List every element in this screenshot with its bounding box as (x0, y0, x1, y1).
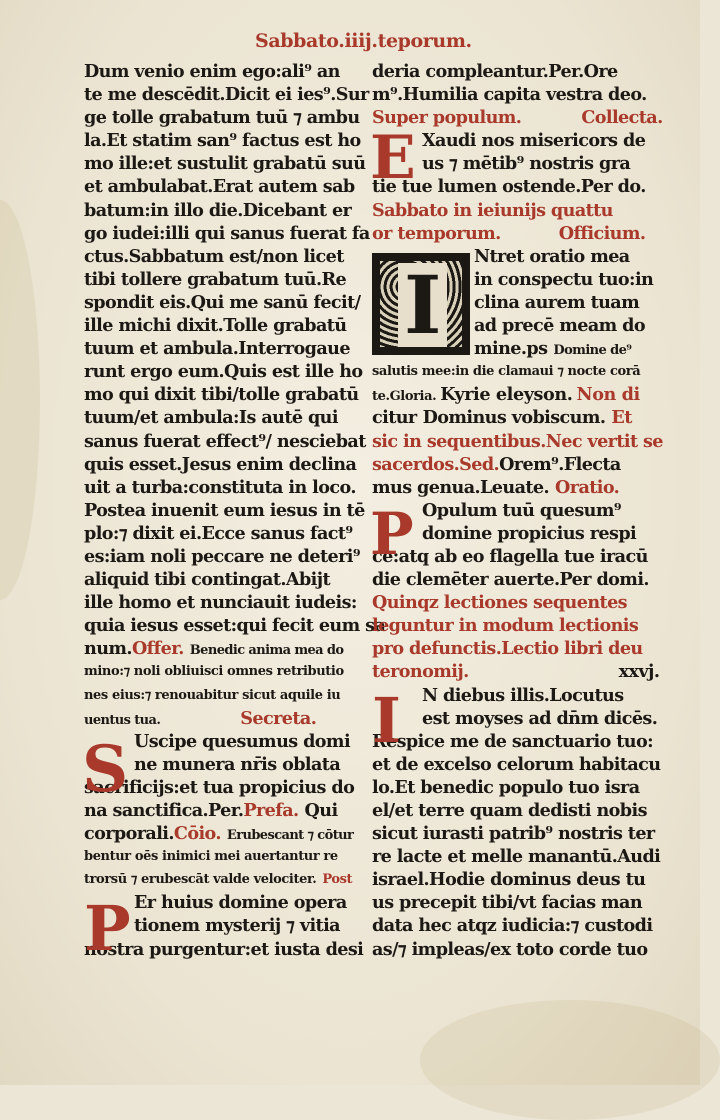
body-text: te.Gloria. (372, 389, 437, 405)
text-line (372, 199, 640, 222)
body-text: mino:⁊ noli obliuisci omnes retributio (84, 664, 344, 680)
text-line (372, 914, 653, 937)
text-line (84, 476, 356, 499)
rubric-text: Secreta. (240, 707, 317, 729)
body-text: us precepit tibi/vt facias man (372, 892, 643, 914)
body-text: ctus.Sabbatum est/non licet (84, 245, 344, 267)
body-text: Benedic anima mea do (189, 643, 344, 659)
lection-number: xxvj. (618, 661, 660, 683)
body-text: Dum venio enim ego:ali⁹ an (84, 61, 340, 82)
body-text: bentur oēs inimici mei auertantur re (84, 849, 338, 865)
text-line (84, 430, 366, 453)
body-text: Opulum tuū quesum⁹ (422, 499, 621, 521)
body-text: et de excelso celorum habitacu (372, 753, 661, 775)
body-text: mine.ps (474, 338, 548, 360)
text-line (372, 83, 647, 106)
body-text: mo qui dixit tibi/tolle grabatū (84, 384, 359, 406)
rubric-text: Super populum. (372, 107, 522, 129)
body-text: tuum et ambula.Interrogaue (84, 338, 350, 360)
body-text: deria compleantur.Per.Ore (372, 61, 618, 82)
text-line (372, 776, 640, 799)
rubric-text: Collecta. (581, 107, 663, 129)
text-line (84, 684, 350, 707)
text-line (84, 199, 350, 222)
text-line (372, 684, 640, 707)
body-text: na sanctifica.Per. (84, 800, 244, 821)
text-line (84, 614, 386, 637)
body-text: quis esset.Jesus enim declina (84, 453, 357, 475)
text-line (372, 60, 640, 83)
rubric-text: Oratio. (555, 476, 620, 498)
body-text: est moyses ad dn̄m dicēs. (422, 707, 658, 729)
left-column (84, 60, 386, 965)
body-text: ille michi dixit.Tolle grabatū (84, 315, 347, 337)
body-text: sacrificijs:et tua propicius do (84, 776, 355, 798)
rubric-text: Post (322, 872, 353, 888)
body-text: data hec atqz iudicia:⁊ custodi (372, 915, 653, 937)
text-line (372, 730, 653, 753)
text-line (84, 591, 357, 614)
body-text: lo.Et benedic populo tuo isra (372, 776, 640, 798)
text-line (84, 499, 365, 522)
text-line (372, 453, 640, 476)
body-text: N diebus illis.Locutus (422, 684, 624, 706)
initial-letter: I (398, 263, 447, 347)
body-text: quia iesus esset:qui fecit eum sa (84, 615, 386, 637)
body-text: Postea inuenit eum iesus in tē (84, 499, 365, 521)
rubric-text: sic in sequentibus.Nec vertit se (372, 430, 663, 452)
text-line (372, 360, 640, 383)
text-line (84, 245, 350, 268)
body-text: go iudei:illi qui sanus fuerat fa (84, 222, 370, 244)
text-line (372, 591, 640, 614)
paper-stain (420, 1000, 720, 1120)
body-text: te me descēdit.Dicit ei ies⁹.Sur (84, 84, 369, 106)
text-line (372, 383, 640, 406)
text-line (84, 360, 363, 383)
body-text: la.Et statim san⁹ factus est ho (84, 130, 361, 152)
body-text: el/et terre quam dedisti nobis (372, 800, 647, 821)
body-text: re lacte et melle manantū.Audi (372, 846, 661, 868)
body-text: in conspectu tuo:in (474, 268, 654, 290)
body-text: ge tolle grabatum tuū ⁊ ambu (84, 107, 360, 129)
decorated-initial (372, 253, 470, 355)
text-line (372, 753, 661, 776)
body-text: mus genua.Leuate. (372, 476, 550, 498)
body-text: sanus fuerat effect⁹/ nesciebat (84, 430, 366, 452)
text-line (372, 799, 647, 822)
text-line (84, 545, 360, 568)
body-text: tionem mysterij ⁊ vitia (134, 915, 340, 937)
body-text: Ntret oratio mea (474, 245, 630, 267)
text-line (84, 83, 369, 106)
drop-cap-s: S (82, 732, 129, 807)
body-text: clina aurem tuam (474, 291, 640, 313)
text-line (84, 845, 350, 868)
text-line (84, 660, 350, 683)
text-line (84, 406, 350, 429)
rubric-text: or temporum. (372, 222, 501, 244)
rubric-text: Officium. (558, 222, 646, 244)
drop-cap-p2: P (84, 892, 131, 965)
text-line (84, 129, 361, 152)
body-text: Xaudi nos misericors de (422, 130, 646, 152)
body-text: domine propicius respi (422, 522, 637, 544)
body-text: Erubescant ⁊ cōtur (226, 828, 354, 844)
body-text: spondit eis.Qui me sanū fecit/ (84, 291, 361, 313)
rubric-text: Prefa. (243, 800, 299, 821)
body-text: as/⁊ impleas/ex toto corde tuo (372, 938, 648, 960)
body-text: ad precē meam do (474, 315, 646, 337)
text-line (84, 637, 350, 660)
text-line (372, 707, 658, 730)
body-text: num. (84, 638, 132, 660)
drop-cap-e: E (370, 123, 416, 193)
body-text: salutis mee:in die clamaui ⁊ nocte corā (372, 364, 641, 380)
body-text: sicut iurasti patrib⁹ nostris ter (372, 823, 655, 845)
text-line (372, 476, 640, 499)
body-text: runt ergo eum.Quis est ille ho (84, 361, 363, 383)
rubric-text: leguntur in modum lectionis (372, 615, 639, 637)
body-text: ne munera nr̄is oblata (134, 753, 341, 775)
rubric-text: Sabbato in ieiunijs quattu (372, 199, 613, 221)
body-text: tuum/et ambula:Is autē qui (84, 407, 338, 429)
text-line (84, 60, 350, 83)
text-line (84, 268, 350, 291)
body-text: citur (372, 407, 417, 429)
rubric-text: sacerdos.Sed. (372, 453, 500, 475)
text-line (84, 222, 370, 245)
text-line (372, 845, 661, 868)
body-text: israel.Hodie dominus deus tu (372, 869, 646, 891)
body-text: Kyrie eleyson. (440, 384, 573, 406)
rubric-text: Cōio. (173, 823, 221, 845)
body-text: plo:⁊ dixit ei.Ecce sanus fact⁹ (84, 522, 353, 544)
text-line (84, 568, 350, 591)
text-line (84, 822, 354, 845)
text-line (372, 822, 655, 845)
body-text: tie tue lumen ostende.Per do. (372, 176, 646, 198)
body-text: Respice me de sanctuario tuo: (372, 730, 653, 752)
text-line (84, 175, 355, 198)
text-line (372, 430, 663, 453)
rubric-text: Offer. (131, 638, 184, 660)
text-line (84, 453, 357, 476)
body-text: nes eius:⁊ renouabitur sicut aquile iu (84, 687, 341, 703)
body-text: et ambulabat.Erat autem sab (84, 176, 355, 198)
text-line (372, 222, 646, 245)
body-text: us ⁊ mētib⁹ nostris gra (422, 153, 631, 175)
body-text: trorsū ⁊ erubescāt valde velociter. (84, 872, 317, 888)
rubric-text: teronomij. (372, 661, 469, 683)
body-text: Er huius domine opera (134, 892, 347, 914)
text-line (84, 314, 350, 337)
body-text: Dominus vobiscum. (422, 407, 606, 429)
body-text: Orem⁹.Flecta (499, 453, 621, 475)
body-text: es:iam noli peccare ne deteri⁹ (84, 545, 360, 567)
body-text: Uscipe quesumus domi (134, 730, 351, 752)
rubric-text: Quinqz lectiones sequentes (372, 592, 627, 614)
text-line (84, 707, 350, 730)
text-line (372, 614, 640, 637)
text-line (372, 637, 643, 660)
body-text: mo ille:et sustulit grabatū suū (84, 153, 366, 175)
body-text: uit a turba:constituta in loco. (84, 476, 356, 498)
text-line (84, 383, 359, 406)
body-text: Domine de⁹ (553, 343, 632, 359)
drop-cap-p: P (370, 500, 414, 568)
body-text: batum:in illo die.Dicebant er (84, 199, 352, 221)
body-text: die clemēter auerte.Per domi. (372, 569, 649, 591)
text-line (372, 660, 660, 683)
body-text: corporali. (84, 823, 174, 845)
text-line (372, 568, 649, 591)
text-line (372, 406, 640, 429)
rubric-text: pro defunctis.Lectio libri deu (372, 638, 643, 660)
text-line (84, 106, 360, 129)
body-text: tibi tollere grabatum tuū.Re (84, 268, 347, 290)
body-text: nostra purgentur:et iusta desi (84, 938, 364, 960)
paper-stain (0, 200, 40, 600)
page-heading: Sabbato.iiij.teporum. (255, 30, 472, 52)
body-text: aliquid tibi contingat.Abijt (84, 569, 331, 591)
drop-cap-i: I (372, 684, 402, 757)
body-text: uentus tua. (84, 712, 161, 728)
text-line (372, 938, 648, 961)
text-line (372, 891, 643, 914)
rubric-text: Et (611, 407, 632, 429)
body-text: m⁹.Humilia capita vestra deo. (372, 84, 647, 106)
rubric-text: Non di (576, 384, 640, 406)
text-line (84, 152, 366, 175)
text-line (84, 337, 350, 360)
text-line (84, 291, 361, 314)
body-text: ce:atq ab eo flagella tue iracū (372, 545, 648, 567)
body-text: ille homo et nunciauit iudeis: (84, 592, 357, 614)
text-line (84, 522, 353, 545)
body-text: Qui (304, 800, 338, 821)
text-line (372, 868, 646, 891)
text-line (84, 868, 353, 891)
